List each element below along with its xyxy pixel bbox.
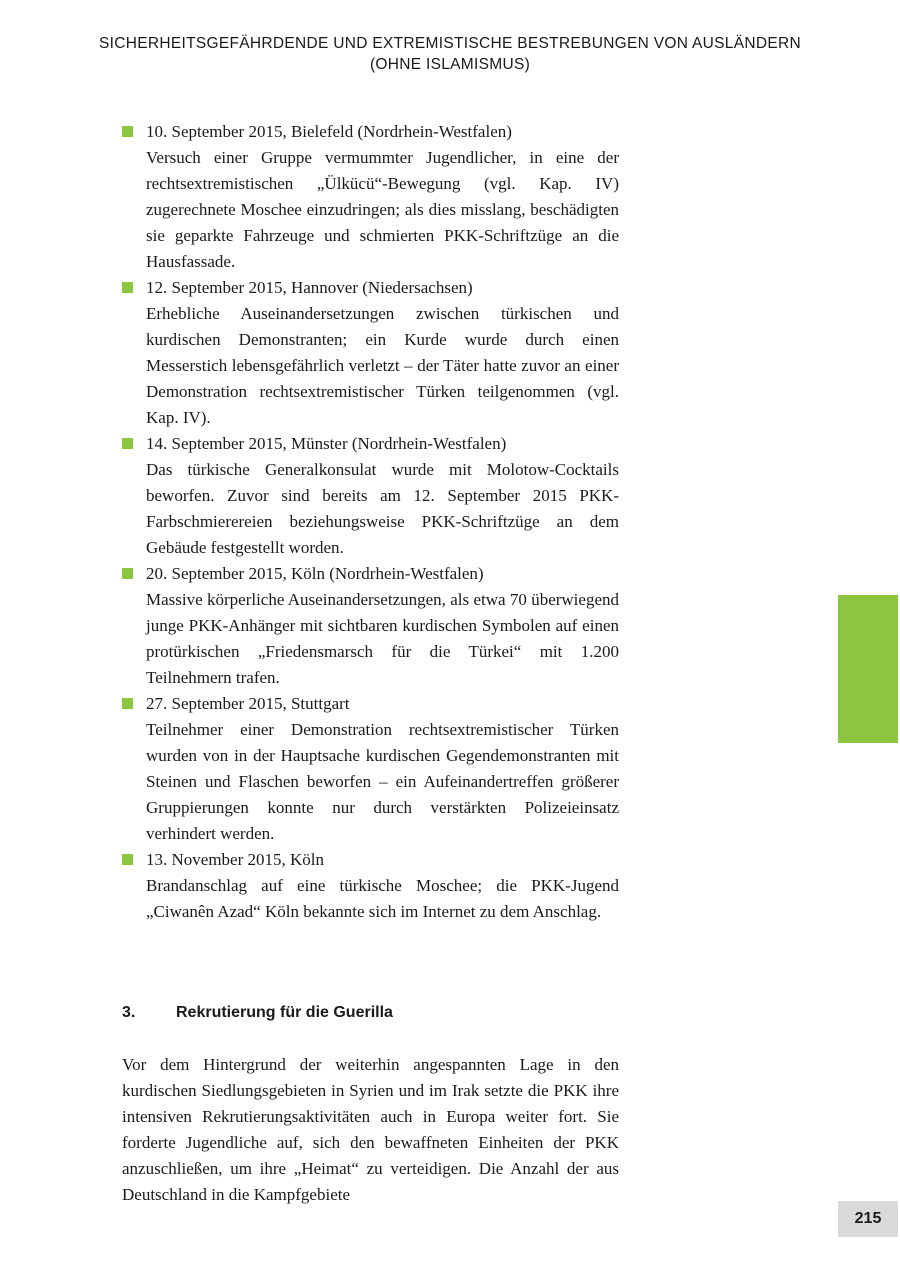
event-description: Erhebliche Auseinandersetzungen zwischen türkischen und kurdischen Demonstranten; ein Kurde wurde durch einen Messerstich lebensgefährlich verletzt – der Täter hatte zuvor an einer Demonstration rechtsextremistischer Türken teilgenommen (vgl. Kap. IV).: [146, 304, 619, 427]
event-list: [122, 119, 619, 925]
section-heading: [122, 1000, 619, 1026]
event-heading: 14. September 2015, Münster (Nordrhein-Westfalen): [146, 434, 507, 453]
chapter-marker-tab: [838, 595, 898, 743]
running-header: [0, 33, 900, 75]
list-item: [122, 561, 619, 691]
event-description: Teilnehmer einer Demonstration rechtsextremistischer Türken wurden von in der Hauptsache kurdischen Gegendemonstranten mit Steinen und Flaschen beworfen – ein Aufeinandertreffen größerer Gruppierungen konnte nur durch verstärkten Polizeieinsatz verhindert werden.: [146, 720, 619, 843]
event-description: Das türkische Generalkonsulat wurde mit Molotow-Cocktails beworfen. Zuvor sind bereits am 12. September 2015 PKK-Farbschmierereien beziehungsweise PKK-Schriftzüge an dem Gebäude festgestellt worden.: [146, 460, 619, 557]
event-heading: 20. September 2015, Köln (Nordrhein-Westfalen): [146, 564, 484, 583]
event-description: Massive körperliche Auseinandersetzungen, als etwa 70 überwiegend junge PKK-Anhänger mit sichtbaren kurdischen Symbolen auf einen protürkischen „Friedensmarsch für die Türkei“ mit 1.200 Teilnehmern trafen.: [146, 590, 619, 687]
square-bullet-icon: [122, 126, 133, 137]
event-heading: 10. September 2015, Bielefeld (Nordrhein-Westfalen): [146, 122, 512, 141]
square-bullet-icon: [122, 282, 133, 293]
event-heading: 13. November 2015, Köln: [146, 850, 325, 869]
square-bullet-icon: [122, 854, 133, 865]
list-item: [122, 119, 619, 275]
event-description: Versuch einer Gruppe vermummter Jugendlicher, in eine der rechtsextremistischen „Ülkücü“-Bewegung (vgl. Kap. IV) zugerechnete Moschee einzudringen; als dies misslang, beschädigten sie geparkte Fahrzeuge und schmierten PKK-Schriftzüge an die Hausfassade.: [146, 148, 619, 271]
running-header-line-1: SICHERHEITSGEFÄHRDENDE UND EXTREMISTISCHE BESTREBUNGEN VON AUSLÄNDERN: [99, 35, 801, 52]
page-number: 215: [838, 1201, 898, 1237]
list-item: [122, 431, 619, 561]
section-title: Rekrutierung für die Guerilla: [176, 1004, 393, 1021]
list-item: [122, 847, 619, 925]
event-heading: 27. September 2015, Stuttgart: [146, 694, 350, 713]
list-item: [122, 275, 619, 431]
event-heading: 12. September 2015, Hannover (Niedersachsen): [146, 278, 473, 297]
square-bullet-icon: [122, 698, 133, 709]
list-item: [122, 691, 619, 847]
event-description: Brandanschlag auf eine türkische Moschee; die PKK-Jugend „Ciwanên Azad“ Köln bekannte sich im Internet zu dem Anschlag.: [146, 876, 619, 921]
square-bullet-icon: [122, 438, 133, 449]
square-bullet-icon: [122, 568, 133, 579]
running-header-line-2: (OHNE ISLAMISMUS): [369, 56, 531, 73]
section-number: 3.: [122, 1004, 136, 1021]
body-paragraph: Vor dem Hintergrund der weiterhin angespannten Lage in den kurdischen Siedlungsgebieten in Syrien und im Irak setzte die PKK ihre intensiven Rekrutierungsaktivitäten auch in Europa weiter fort. Sie forderte Jugendliche auf, sich den bewaffneten Einheiten der PKK anzuschließen, um ihre „Heimat“ zu verteidigen. Die Anzahl der aus Deutschland in die Kampfgebiete: [122, 1055, 619, 1204]
